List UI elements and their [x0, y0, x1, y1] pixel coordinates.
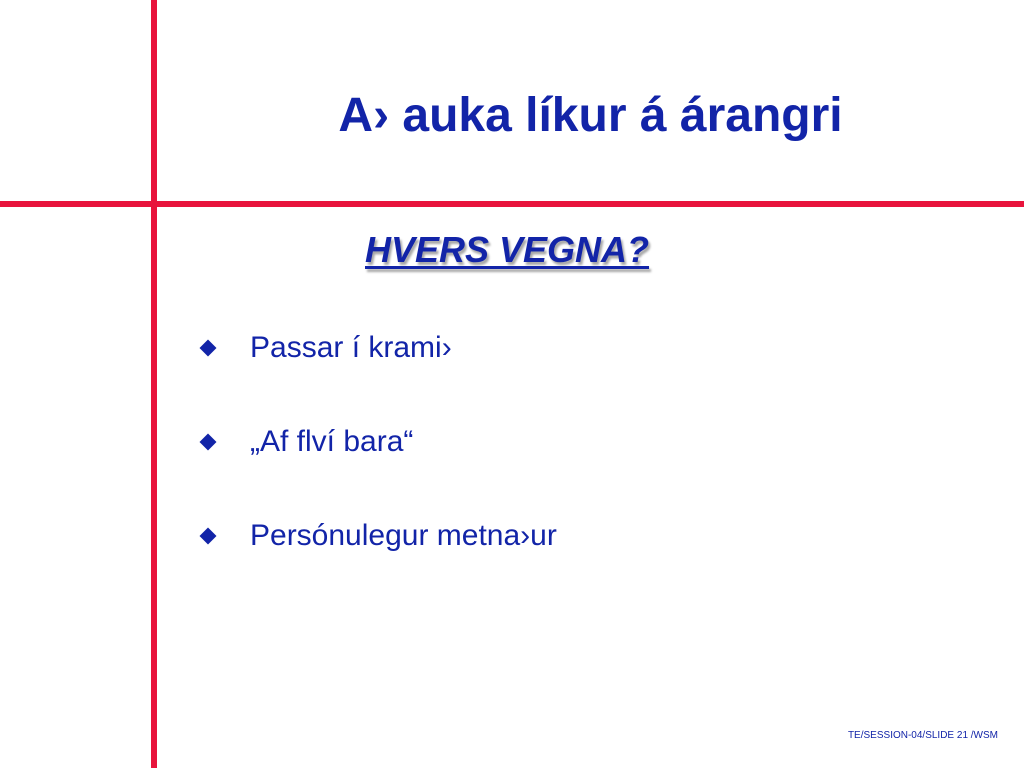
diamond-bullet-icon — [200, 434, 217, 451]
bullet-text: Passar í krami› — [250, 331, 452, 364]
bullet-list — [200, 325, 557, 607]
bullet-text: Persónulegur metna›ur — [250, 519, 557, 552]
diamond-bullet-icon — [200, 340, 217, 357]
slide-footer: TE/SESSION-04/SLIDE 21 /WSM — [847, 730, 998, 741]
slide-subtitle: HVERS VEGNA? — [365, 229, 650, 270]
bullet-text: „Af flví bara“ — [250, 425, 414, 458]
bullet-item — [200, 513, 557, 559]
slide-title: A› auka líkur á árangri — [338, 89, 843, 142]
bullet-item — [200, 419, 557, 465]
bullet-item — [200, 325, 557, 371]
horizontal-rule — [0, 201, 1024, 207]
diamond-bullet-icon — [200, 528, 217, 545]
